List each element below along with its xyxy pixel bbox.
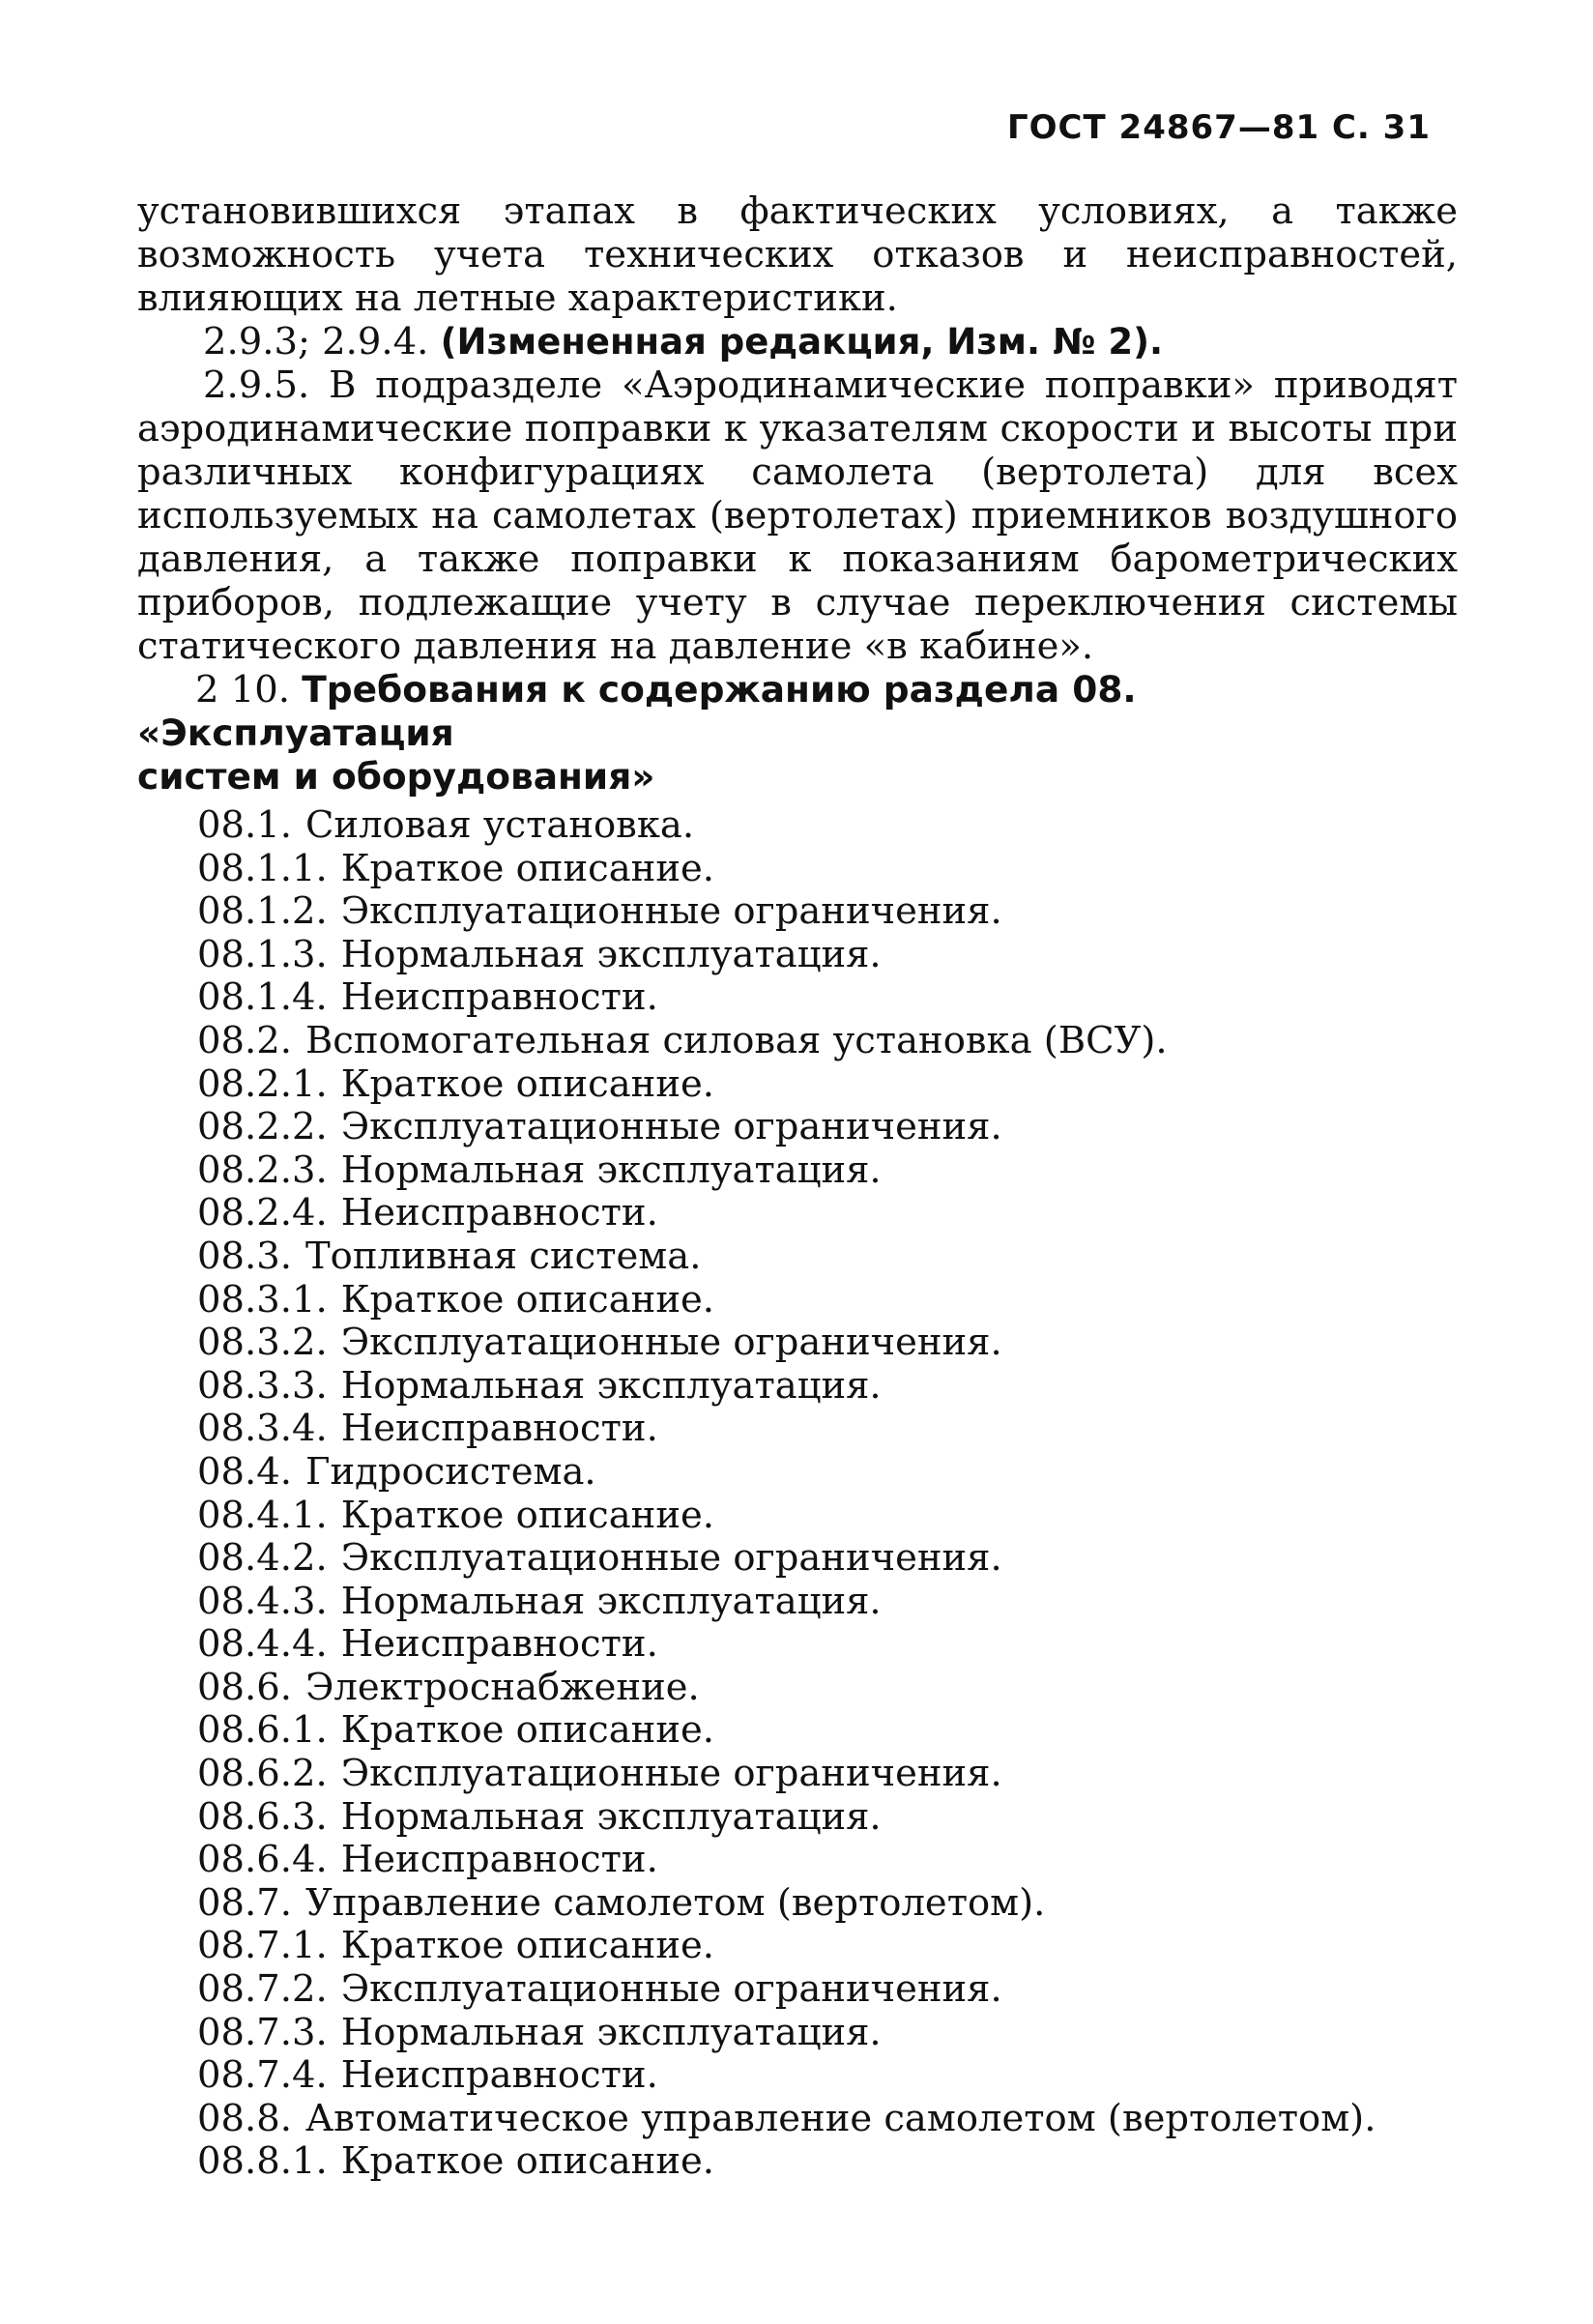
item-text: Нормальная эксплуатация. (340, 932, 882, 976)
list-item (197, 2140, 1454, 2184)
item-number: 08.7.3. (197, 2010, 328, 2054)
paragraph-amendment (137, 320, 1458, 363)
item-number: 08.4.3. (197, 1579, 328, 1623)
contents-list (197, 804, 1454, 2184)
item-text: Гидросистема. (304, 1449, 596, 1494)
list-item (197, 2098, 1454, 2141)
item-number: 08.3.2. (197, 1321, 328, 1365)
item-text: Эксплуатационные ограничения. (340, 1967, 1002, 2012)
list-item (197, 1020, 1454, 1063)
item-number: 08.7.2. (197, 1967, 328, 2012)
item-number: 08.4.2. (197, 1536, 328, 1581)
list-item (197, 1451, 1454, 1495)
list-item (197, 1063, 1454, 1107)
list-item (197, 1495, 1454, 1538)
item-number: 08.7. (197, 1880, 292, 1925)
item-text: Эксплуатационные ограничения. (340, 1536, 1002, 1581)
item-number: 08.3.3. (197, 1363, 328, 1408)
item-text: Силовая установка. (304, 803, 695, 847)
item-text: Неисправности. (340, 2053, 658, 2098)
item-number: 08.4.1. (197, 1493, 328, 1537)
list-item (197, 1365, 1454, 1409)
item-number: 08.1.3. (197, 932, 328, 976)
item-text: Эксплуатационные ограничения. (340, 1321, 1002, 1365)
list-item (197, 890, 1454, 934)
item-number: 08.2.1. (197, 1061, 328, 1106)
item-text: Краткое описание. (340, 1061, 715, 1106)
item-text: Нормальная эксплуатация. (340, 1147, 882, 1192)
list-item (197, 1667, 1454, 1710)
item-text: Краткое описание. (340, 1277, 715, 1322)
list-item (197, 1581, 1454, 1624)
list-item (197, 934, 1454, 977)
list-item (197, 2054, 1454, 2098)
item-number: 08.2.3. (197, 1147, 328, 1192)
section-heading (137, 668, 1458, 755)
item-number: 08.7.1. (197, 1924, 328, 1968)
item-text: Неисправности. (340, 1622, 658, 1667)
paragraph-aero-corrections: 2.9.5. В подразделе «Аэродинамические поправки» приводят аэродинамические поправки к указателям скорости и высоты при различных конфигурациях самолета (вертолета) для всех используемых на самолетах (вертолетах) приемников воздушного давления, а также поправки к показаниям барометрических приборов, подлежащие учету в случае переключения системы статического давления на давление «в кабине». (137, 363, 1458, 668)
section-title-line-1: Требования к содержанию раздела 08. «Эксплуатация (137, 668, 1137, 754)
item-text: Неисправности. (340, 1191, 658, 1235)
list-item (197, 2012, 1454, 2055)
item-number: 08.3.4. (197, 1407, 328, 1451)
list-item (197, 976, 1454, 1020)
list-item (197, 1925, 1454, 1968)
amendment-clauses: 2.9.3; 2.9.4. (203, 320, 441, 363)
item-text: Эксплуатационные ограничения. (340, 889, 1002, 934)
item-number: 08.1. (197, 803, 292, 847)
section-heading-cont (137, 755, 1458, 799)
section-title-line-2: систем и оборудования» (137, 755, 655, 798)
item-number: 08.3. (197, 1234, 292, 1278)
item-text: Краткое описание. (340, 1493, 715, 1537)
item-text: Нормальная эксплуатация. (340, 2010, 882, 2054)
list-item (197, 1839, 1454, 1882)
item-number: 08.6.3. (197, 1794, 328, 1839)
item-number: 08.1.1. (197, 846, 328, 890)
section-number: 2 10. (195, 668, 303, 712)
list-item (197, 1106, 1454, 1149)
item-number: 08.8.1. (197, 2139, 328, 2184)
item-number: 08.1.2. (197, 889, 328, 934)
amendment-note: (Измененная редакция, Изм. № 2). (440, 321, 1164, 363)
item-text: Автоматическое управление самолетом (вертолетом). (304, 2096, 1376, 2140)
item-text: Управление самолетом (вертолетом). (304, 1880, 1046, 1925)
item-text: Нормальная эксплуатация. (340, 1794, 882, 1839)
item-text: Эксплуатационные ограничения. (340, 1752, 1002, 1796)
list-item (197, 1235, 1454, 1279)
item-number: 08.4. (197, 1449, 292, 1494)
list-item (197, 1408, 1454, 1451)
item-number: 08.2. (197, 1018, 292, 1062)
item-number: 08.6.4. (197, 1838, 328, 1882)
item-number: 08.1.4. (197, 975, 328, 1020)
item-text: Нормальная эксплуатация. (340, 1579, 882, 1623)
list-item (197, 1537, 1454, 1581)
item-text: Краткое описание. (340, 846, 715, 890)
item-number: 08.8. (197, 2096, 292, 2140)
item-text: Неисправности. (340, 975, 658, 1020)
item-number: 08.6.2. (197, 1752, 328, 1796)
item-text: Краткое описание. (340, 1924, 715, 1968)
paragraph-continuation: установившихся этапах в фактических условиях, а также возможность учета технических отказов и неисправностей, влияющих на летные характеристики. (137, 189, 1458, 320)
item-text: Неисправности. (340, 1407, 658, 1451)
body-text (137, 189, 1458, 799)
item-text: Электроснабжение. (304, 1665, 700, 1709)
item-number: 08.2.4. (197, 1191, 328, 1235)
item-number: 08.6.1. (197, 1708, 328, 1753)
item-number: 08.2.2. (197, 1105, 328, 1149)
list-item (197, 1279, 1454, 1322)
item-text: Краткое описание. (340, 1708, 715, 1753)
list-item (197, 1623, 1454, 1667)
list-item (197, 1968, 1454, 2012)
list-item (197, 1753, 1454, 1796)
list-item (197, 1709, 1454, 1753)
item-text: Краткое описание. (340, 2139, 715, 2184)
item-number: 08.7.4. (197, 2053, 328, 2098)
list-item (197, 804, 1454, 848)
item-text: Нормальная эксплуатация. (340, 1363, 882, 1408)
list-item (197, 1796, 1454, 1840)
list-item (197, 1882, 1454, 1926)
list-item (197, 1322, 1454, 1365)
item-text: Неисправности. (340, 1838, 658, 1882)
list-item (197, 1149, 1454, 1193)
item-text: Топливная система. (304, 1234, 702, 1278)
page-header: ГОСТ 24867—81 С. 31 (1006, 108, 1431, 147)
item-text: Вспомогательная силовая установка (ВСУ). (304, 1018, 1168, 1062)
item-number: 08.3.1. (197, 1277, 328, 1322)
list-item (197, 848, 1454, 891)
item-number: 08.6. (197, 1665, 292, 1709)
item-number: 08.4.4. (197, 1622, 328, 1667)
item-text: Эксплуатационные ограничения. (340, 1105, 1002, 1149)
list-item (197, 1192, 1454, 1235)
